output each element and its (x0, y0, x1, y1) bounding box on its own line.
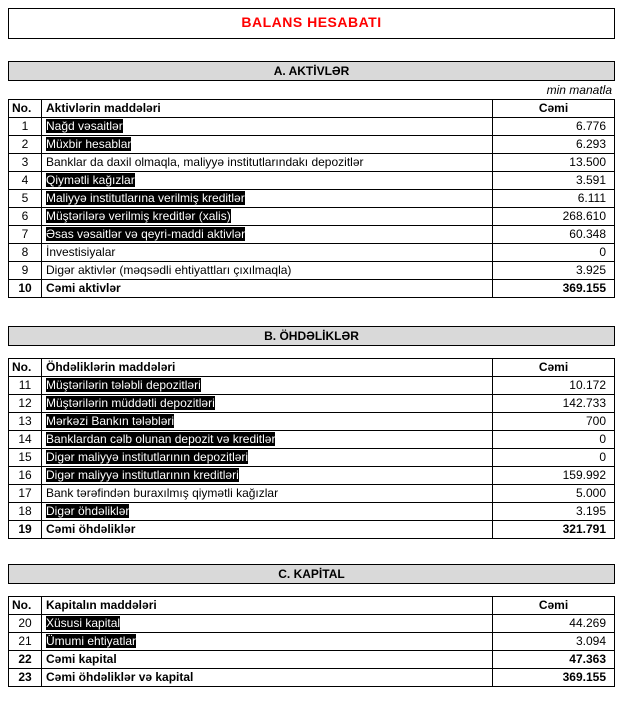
cell-item-label (42, 262, 493, 280)
cell-row-number: 6 (9, 208, 42, 226)
cell-total-value: 44.269 (493, 615, 615, 633)
cell-total-value: 13.500 (493, 154, 615, 172)
table-header-row (9, 359, 615, 377)
cell-item-label (42, 226, 493, 244)
cell-row-number: 18 (9, 503, 42, 521)
table-row (9, 244, 615, 262)
item-text: Digər öhdəliklər (46, 504, 130, 518)
cell-item-label (42, 172, 493, 190)
cell-total-value: 10.172 (493, 377, 615, 395)
cell-item-label (42, 615, 493, 633)
cell-row-number: 12 (9, 395, 42, 413)
cell-total-value: 47.363 (493, 651, 615, 669)
cell-item-label (42, 651, 493, 669)
cell-item-label (42, 633, 493, 651)
column-header-item: Öhdəliklərin maddələri (42, 359, 493, 377)
table-row (9, 262, 615, 280)
table-row (9, 226, 615, 244)
section-assets (8, 61, 615, 298)
cell-item-label (42, 467, 493, 485)
cell-item-label (42, 118, 493, 136)
item-text: Müştərilərə verilmiş kreditlər (xalis) (46, 209, 231, 223)
column-header-no: No. (9, 597, 42, 615)
item-text: Müştərilərin tələbli depozitləri (46, 378, 201, 392)
table-row (9, 395, 615, 413)
cell-item-label (42, 395, 493, 413)
table-row (9, 280, 615, 298)
item-text: Qiymətli kağızlar (46, 173, 135, 187)
table-row (9, 669, 615, 687)
table-row (9, 208, 615, 226)
item-text: Cəmi öhdəliklər (46, 522, 136, 536)
column-header-total: Cəmi (493, 359, 615, 377)
cell-total-value: 60.348 (493, 226, 615, 244)
column-header-item: Aktivlərin maddələri (42, 100, 493, 118)
cell-row-number: 14 (9, 431, 42, 449)
item-text: Banklar da daxil olmaqla, maliyyə institutlarındakı depozitlər (46, 155, 364, 169)
cell-total-value: 3.094 (493, 633, 615, 651)
table-row (9, 521, 615, 539)
cell-item-label (42, 503, 493, 521)
cell-total-value: 6.776 (493, 118, 615, 136)
table-row (9, 136, 615, 154)
cell-total-value: 6.111 (493, 190, 615, 208)
cell-row-number: 13 (9, 413, 42, 431)
table-header-row (9, 597, 615, 615)
unit-note: min manatla (546, 83, 612, 97)
cell-item-label (42, 154, 493, 172)
cell-row-number: 16 (9, 467, 42, 485)
table-row (9, 467, 615, 485)
item-text: Müxbir hesablar (46, 137, 132, 151)
report-title-bar (8, 8, 615, 39)
cell-row-number: 22 (9, 651, 42, 669)
table-row (9, 615, 615, 633)
section-header-capital: C. KAPİTAL (8, 564, 615, 584)
section-capital (8, 564, 615, 687)
cell-item-label (42, 377, 493, 395)
item-text: Banklardan cəlb olunan depozit və kreditlər (46, 432, 276, 446)
cell-row-number: 1 (9, 118, 42, 136)
cell-total-value: 321.791 (493, 521, 615, 539)
cell-row-number: 19 (9, 521, 42, 539)
cell-row-number: 3 (9, 154, 42, 172)
cell-item-label (42, 449, 493, 467)
item-text: Nağd vəsaitlər (46, 119, 123, 133)
item-text: Bank tərəfindən buraxılmış qiymətli kağızlar (46, 486, 279, 500)
table-row (9, 118, 615, 136)
cell-row-number: 7 (9, 226, 42, 244)
cell-row-number: 11 (9, 377, 42, 395)
item-text: İnvestisiyalar (46, 245, 116, 259)
section-liabilities (8, 326, 615, 539)
item-text: Mərkəzi Bankın tələbləri (46, 414, 175, 428)
table-row (9, 485, 615, 503)
item-text: Əsas vəsaitlər və qeyri-maddi aktivlər (46, 227, 246, 241)
cell-row-number: 8 (9, 244, 42, 262)
capital-table (8, 596, 615, 687)
item-text: Ümumi ehtiyatlar (46, 634, 137, 648)
cell-total-value: 268.610 (493, 208, 615, 226)
cell-total-value: 6.293 (493, 136, 615, 154)
cell-total-value: 700 (493, 413, 615, 431)
cell-total-value: 3.925 (493, 262, 615, 280)
cell-item-label (42, 485, 493, 503)
table-row (9, 431, 615, 449)
column-header-item: Kapitalın maddələri (42, 597, 493, 615)
item-text: Digər aktivlər (məqsədli ehtiyattları çıxılmaqla) (46, 263, 292, 277)
cell-total-value: 0 (493, 449, 615, 467)
table-row (9, 633, 615, 651)
liabilities-table (8, 358, 615, 539)
column-header-total: Cəmi (493, 100, 615, 118)
item-text: Maliyyə institutlarına verilmiş kreditlər (46, 191, 245, 205)
item-text: Digər maliyyə institutlarının depozitləri (46, 450, 249, 464)
table-row (9, 154, 615, 172)
cell-row-number: 21 (9, 633, 42, 651)
cell-total-value: 369.155 (493, 280, 615, 298)
spacer (8, 346, 615, 358)
cell-total-value: 0 (493, 431, 615, 449)
table-row (9, 503, 615, 521)
assets-table (8, 99, 615, 298)
table-header-row (9, 100, 615, 118)
cell-item-label (42, 669, 493, 687)
cell-item-label (42, 244, 493, 262)
cell-row-number: 10 (9, 280, 42, 298)
cell-total-value: 5.000 (493, 485, 615, 503)
item-text: Cəmi kapital (46, 652, 117, 666)
cell-item-label (42, 431, 493, 449)
cell-total-value: 159.992 (493, 467, 615, 485)
column-header-no: No. (9, 359, 42, 377)
table-row (9, 413, 615, 431)
cell-row-number: 23 (9, 669, 42, 687)
cell-row-number: 5 (9, 190, 42, 208)
table-row (9, 651, 615, 669)
cell-total-value: 0 (493, 244, 615, 262)
cell-item-label (42, 280, 493, 298)
table-row (9, 377, 615, 395)
cell-row-number: 9 (9, 262, 42, 280)
cell-item-label (42, 208, 493, 226)
cell-item-label (42, 136, 493, 154)
cell-item-label (42, 413, 493, 431)
item-text: Digər maliyyə institutlarının kreditləri (46, 468, 239, 482)
cell-row-number: 20 (9, 615, 42, 633)
table-row (9, 190, 615, 208)
cell-item-label (42, 190, 493, 208)
table-row (9, 449, 615, 467)
cell-total-value: 3.195 (493, 503, 615, 521)
cell-row-number: 2 (9, 136, 42, 154)
cell-total-value: 3.591 (493, 172, 615, 190)
item-text: Müştərilərin müddətli depozitləri (46, 396, 215, 410)
cell-item-label (42, 521, 493, 539)
column-header-total: Cəmi (493, 597, 615, 615)
cell-row-number: 15 (9, 449, 42, 467)
cell-total-value: 369.155 (493, 669, 615, 687)
cell-row-number: 17 (9, 485, 42, 503)
report-title: BALANS HESABATI (241, 14, 382, 30)
item-text: Xüsusi kapital (46, 616, 121, 630)
cell-row-number: 4 (9, 172, 42, 190)
cell-total-value: 142.733 (493, 395, 615, 413)
section-header-assets: A. AKTİVLƏR (8, 61, 615, 81)
spacer (8, 584, 615, 596)
table-row (9, 172, 615, 190)
section-header-liabilities: B. ÖHDƏLİKLƏR (8, 326, 615, 346)
column-header-no: No. (9, 100, 42, 118)
item-text: Cəmi aktivlər (46, 281, 121, 295)
item-text: Cəmi öhdəliklər və kapital (46, 670, 194, 684)
